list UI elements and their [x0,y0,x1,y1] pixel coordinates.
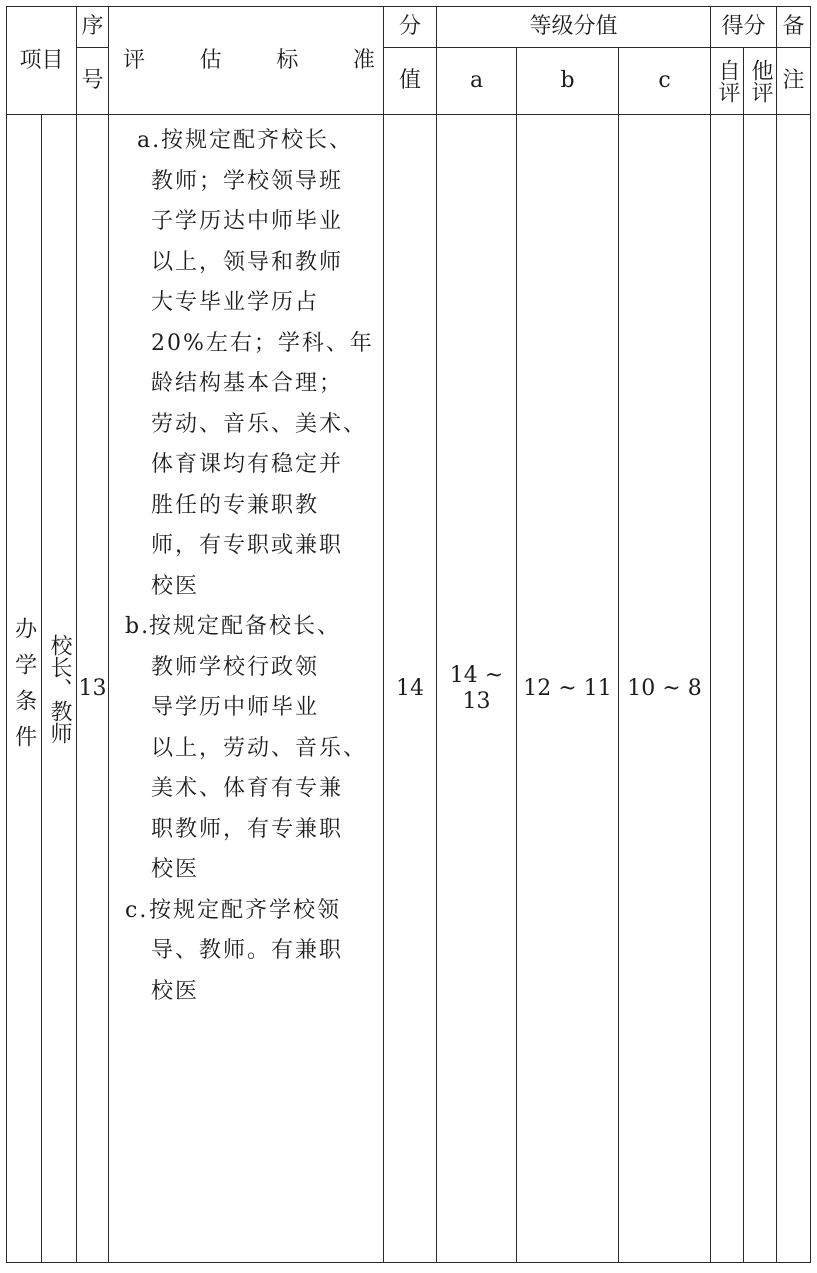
header-remark-bottom-label: 注 [782,68,805,94]
criteria-b-line: 职教师，有专兼职 [151,816,344,842]
criteria-a-line: 大专毕业学历占 [151,290,320,315]
subcategory-cell [42,115,77,1263]
criteria-char: 估 [199,47,222,73]
header-project-label: 项目 [19,47,64,73]
grade-b-value: 12 ~ 11 [523,675,612,701]
header-grade-c [619,48,711,115]
table-row [7,115,811,1263]
score-cell [384,115,437,1263]
criteria-a-line: 子学历达中师毕业 [151,209,344,234]
criteria-c-line: 校医 [151,978,200,1004]
header-obtained-title [711,7,777,48]
criteria-a-line: 师，有专职或兼职 [151,533,344,558]
remark-cell[interactable] [777,115,811,1263]
criteria-a-line: 校医 [151,573,200,599]
criteria-a-line: 教师；学校领导班 [151,168,344,194]
header-remark-top-label: 备 [782,14,805,40]
grade-c-value: 10 ~ 8 [627,675,702,701]
criteria-a-line: 胜任的专兼职教 [151,492,320,518]
header-grade-b [517,48,619,115]
criteria-c-lead: c. [125,897,149,923]
criteria-a-line: 劳动、音乐、美术、 [151,411,368,437]
header-other-eval [744,48,777,115]
header-score-top-label: 分 [399,14,422,40]
header-grade-a [437,48,517,115]
header-criteria [109,7,384,115]
header-grade-title [437,7,711,48]
header-project [7,7,77,115]
criteria-a-lead: a. [137,128,162,153]
category-label: 办学条件 [11,616,37,761]
header-score-bottom [384,48,437,115]
criteria-char: 标 [276,47,299,73]
criteria-char: 准 [352,47,375,73]
criteria-c [121,891,375,1013]
criteria-a [121,121,375,607]
criteria-a-line: 体育课均有稳定并 [151,452,344,477]
header-seq-top [77,7,109,48]
header-remark-bottom [777,48,811,115]
criteria-a-line: 龄结构基本合理； [151,371,344,396]
criteria-c-line: 按规定配齐学校领 [149,897,342,923]
criteria-b-line: 以上，劳动、音乐、 [151,735,368,761]
seq-cell [77,115,109,1263]
header-score-top [384,7,437,48]
header-seq-bottom [77,48,109,115]
category-cell [7,115,42,1263]
criteria-b-line: 按规定配备校长、 [149,614,342,639]
header-score-bottom-label: 值 [399,68,422,94]
criteria-b-line: 导学历中师毕业 [151,695,320,720]
header-criteria-label [109,48,383,73]
header-seq-top-label: 序 [81,14,104,40]
criteria-b-line: 教师学校行政领 [151,654,320,680]
score-value: 14 [396,675,425,701]
header-grade-title-label: 等级分值 [529,14,618,40]
grade-a-cell [437,115,517,1263]
criteria-b-lead: b. [125,614,151,639]
criteria-a-line: 按规定配齐校长、 [161,128,354,153]
header-grade-c-label: c [658,68,671,94]
self-eval-cell[interactable] [711,115,744,1263]
header-grade-a-label: a [469,68,484,94]
other-eval-cell[interactable] [744,115,777,1263]
criteria-b [121,607,375,891]
evaluation-table [6,6,811,1263]
header-self-eval [711,48,744,115]
criteria-a-line: 20%左右；学科、年 [151,330,374,356]
grade-c-cell [619,115,711,1263]
header-remark-top [777,7,811,48]
seq-value: 13 [78,675,107,701]
header-seq-bottom-label: 号 [81,68,104,94]
criteria-cell [109,115,384,1263]
header-other-eval-label: 他评 [748,59,774,103]
header-grade-b-label: b [560,68,575,94]
criteria-char: 评 [123,47,146,73]
header-self-eval-label: 自评 [715,59,741,103]
grade-b-cell [517,115,619,1263]
criteria-c-line: 导、教师。有兼职 [151,938,344,963]
criteria-b-line: 美术、体育有专兼 [151,776,344,801]
header-obtained-title-label: 得分 [721,14,766,40]
grade-a-value: 14 ~ 13 [449,663,504,714]
subcategory-label: 校长、教师 [47,633,72,744]
criteria-a-line: 以上，领导和教师 [151,249,344,275]
criteria-b-line: 校医 [151,857,200,882]
